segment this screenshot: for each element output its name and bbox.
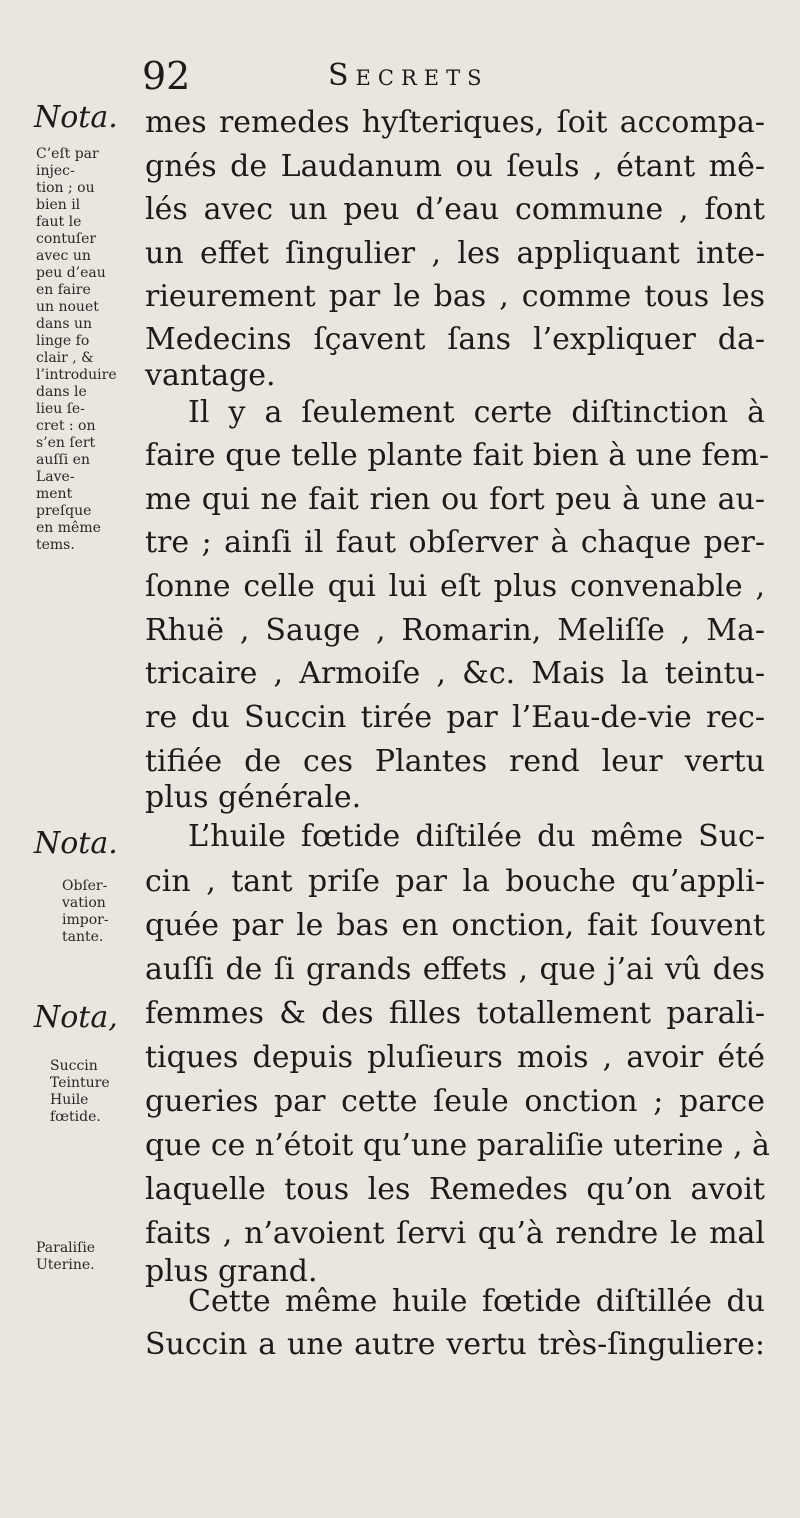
page-header xyxy=(140,52,780,102)
margin-note: Succin Teinture Huile fœtide. xyxy=(50,1058,110,1125)
margin-nota: Nota, xyxy=(34,1000,118,1035)
margin-nota: Nota. xyxy=(34,826,118,861)
text-line: rieurement par le bas , comme tous les xyxy=(145,279,765,314)
text-line: tiques depuis pluſieurs mois , avoir été xyxy=(145,1040,765,1075)
text-line: Rhuë , Sauge , Romarin, Meliſſe , Ma- xyxy=(145,613,765,648)
text-line: plus générale. xyxy=(145,780,362,815)
text-line: que ce n’étoit qu’une paraliſie uterine , à xyxy=(145,1128,770,1163)
text-line: faire que telle plante fait bien à une fem- xyxy=(145,438,770,473)
text-line: tifiée de ces Plantes rend leur vertu xyxy=(145,744,765,779)
text-line: lés avec un peu d’eau commune , font xyxy=(145,192,765,227)
text-line: gnés de Laudanum ou ſeuls , étant mê- xyxy=(145,149,765,184)
text-line: femmes & des filles totallement parali- xyxy=(145,996,765,1031)
text-line: Succin a une autre vertu très-ſinguliere: xyxy=(145,1327,765,1362)
text-line: quée par le bas en onction, fait ſouvent xyxy=(145,908,765,943)
text-line: laquelle tous les Remedes qu’on avoit xyxy=(145,1172,765,1207)
margin-note: Paraliſie Uterine. xyxy=(36,1240,96,1273)
margin-nota: Nota. xyxy=(34,100,118,135)
text-line: auſſi de ſi grands effets , que j’ai vû des xyxy=(145,952,765,987)
text-line: faits , n’avoient ſervi qu’à rendre le mal xyxy=(145,1216,765,1251)
text-line: plus grand. xyxy=(145,1254,318,1289)
text-line: L’huile fœtide diſtilée du même Suc- xyxy=(188,819,765,854)
text-line: tricaire , Armoiſe , &c. Mais la teintu- xyxy=(145,656,765,691)
margin-note: C’eſt par injec- tion ; ou bien il faut le contuſer avec un peu d’eau en faire un nouet dans un linge fo clair , & l’introduire dans le lieu ſe- cret : on s’en ſert auſſi en Lave- ment preſque en même tems. xyxy=(36,146,117,553)
text-line: un effet ſingulier , les appliquant inte- xyxy=(145,236,765,271)
text-line: mes remedes hyſteriques, ſoit accompa- xyxy=(145,105,765,140)
text-line: Medecins ſçavent ſans l’expliquer da- xyxy=(145,322,765,357)
text-line: ſonne celle qui lui eſt plus convenable , xyxy=(145,569,765,604)
text-line: cin , tant priſe par la bouche qu’appli- xyxy=(145,864,765,899)
text-line: gueries par cette ſeule onction ; parce xyxy=(145,1084,765,1119)
text-line: re du Succin tirée par l’Eau-de-vie rec- xyxy=(145,700,765,735)
text-line: tre ; ainſi il faut obſerver à chaque per- xyxy=(145,525,765,560)
text-line: vantage. xyxy=(145,358,276,393)
running-title: Secrets xyxy=(328,58,489,93)
margin-note: Obſer- vation impor- tante. xyxy=(62,878,109,945)
text-line: me qui ne fait rien ou fort peu à une au- xyxy=(145,482,765,517)
text-line: Cette même huile fœtide diſtillée du xyxy=(188,1284,765,1319)
text-line: Il y a ſeulement certe diſtinction à xyxy=(188,395,765,430)
page-number: 92 xyxy=(142,54,191,98)
